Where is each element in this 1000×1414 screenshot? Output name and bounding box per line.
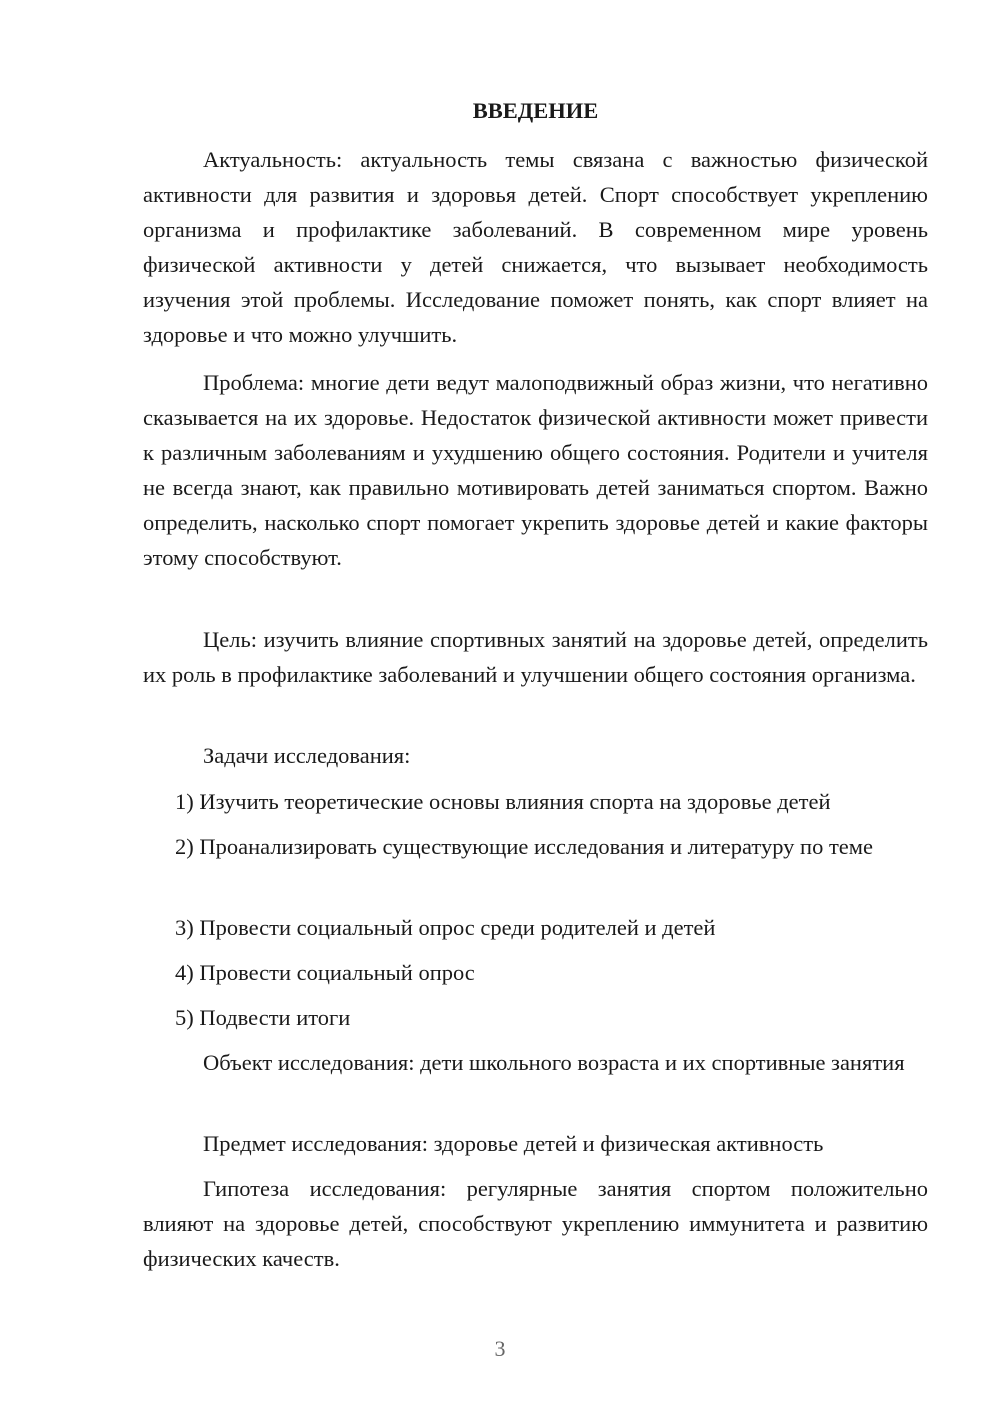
task-item-1: 1) Изучить теоретические основы влияния спорта на здоровье детей (175, 789, 831, 814)
paragraph-hypothesis: Гипотеза исследования: регулярные занятия спортом положительно влияют на здоровье детей, способствуют укреплению иммунитета и развитию физических качеств. (143, 1176, 928, 1271)
section-heading: ВВЕДЕНИЕ (472, 98, 599, 123)
paragraph-relevance: Актуальность: актуальность темы связана с важностью физической активности для развития и здоровья детей. Спорт способствует укреплению организма и профилактике заболеваний. В современном мире уровень физической активности у детей снижается, что вызывает необходимость изучения этой проблемы. Исследование поможет понять, как спорт влияет на здоровье и что можно улучшить. (143, 147, 928, 347)
page-number: 3 (494, 1336, 506, 1361)
task-item-2: 2) Проанализировать существующие исследования и литературу по теме (175, 834, 873, 859)
paragraph-subject: Предмет исследования: здоровье детей и физическая активность (203, 1131, 824, 1156)
task-item-3: 3) Провести социальный опрос среди родителей и детей (175, 915, 716, 940)
task-item-5: 5) Подвести итоги (175, 1005, 351, 1030)
paragraph-goal: Цель: изучить влияние спортивных занятий на здоровье детей, определить их роль в профилактике заболеваний и улучшении общего состояния организма. (143, 627, 928, 687)
tasks-title: Задачи исследования: (203, 743, 411, 768)
task-item-4: 4) Провести социальный опрос (175, 960, 475, 985)
paragraph-object: Объект исследования: дети школьного возраста и их спортивные занятия (203, 1050, 905, 1075)
paragraph-problem: Проблема: многие дети ведут малоподвижный образ жизни, что негативно сказывается на их здоровье. Недостаток физической активности может привести к различным заболеваниям и ухудшению общего состояния. Родители и учителя не всегда знают, как правильно мотивировать детей заниматься спортом. Важно определить, насколько спорт помогает укрепить здоровье детей и какие факторы этому способствуют. (143, 370, 928, 570)
